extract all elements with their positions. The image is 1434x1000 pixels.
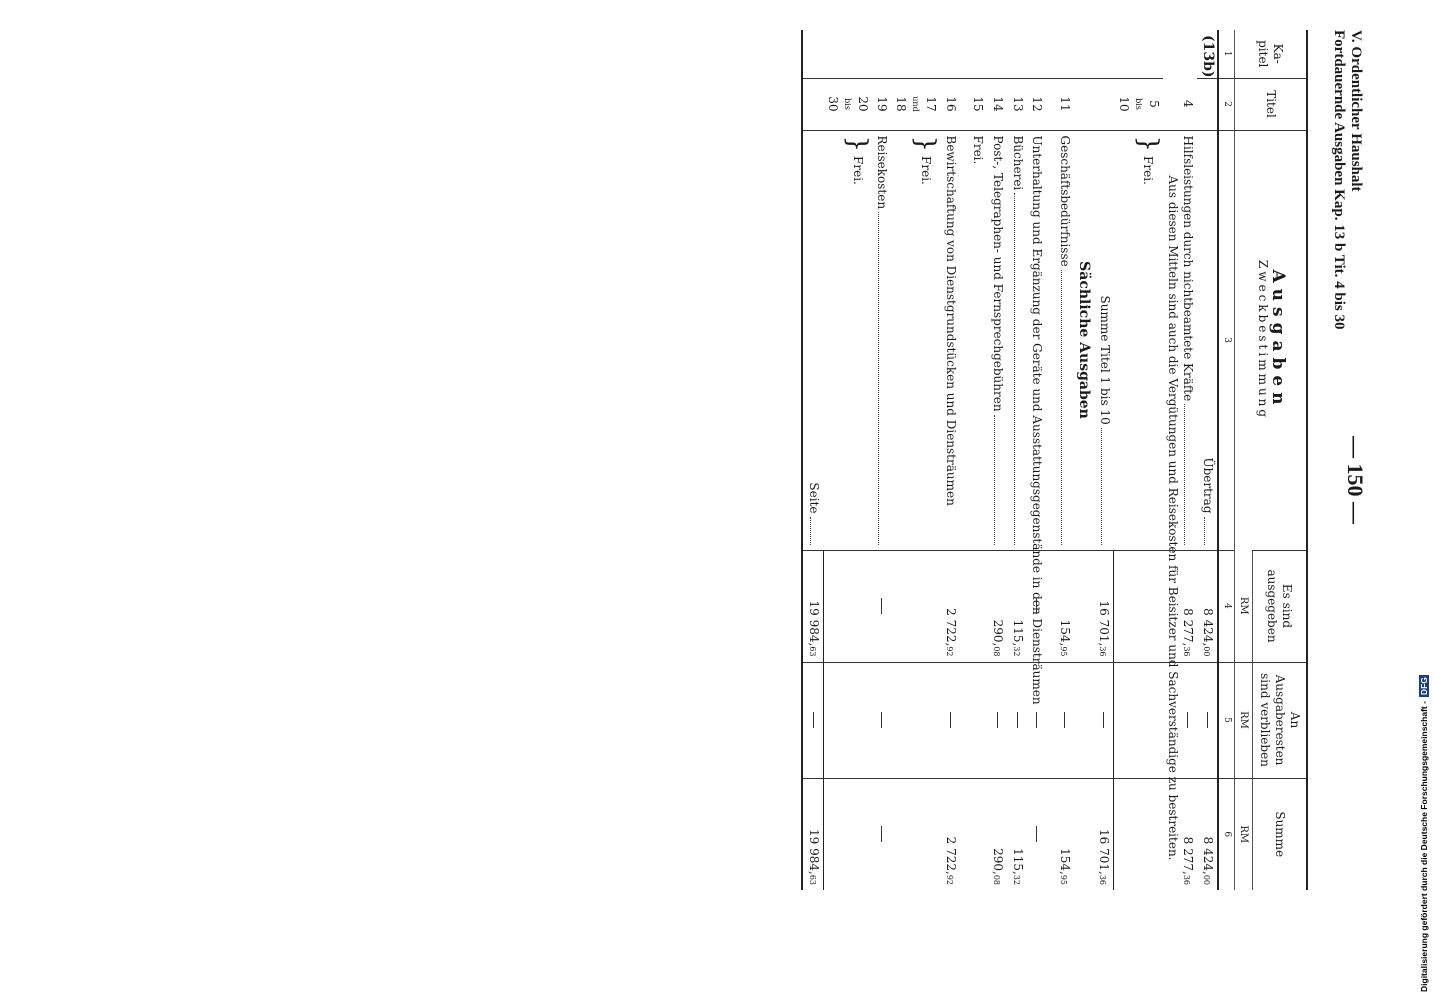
funding-note-text: Digitalisierung gefördert durch die Deutsche Forschungsgemeinschaft - <box>1419 701 1429 992</box>
row-text: Frei. <box>969 130 988 550</box>
table-row <box>1163 30 1197 890</box>
page-total-row <box>802 30 824 890</box>
titel-number: 11 <box>1055 78 1075 130</box>
table-row <box>873 30 892 890</box>
uebertrag-summe: 8 424,00 <box>1197 778 1218 890</box>
col-number: 2 <box>1218 78 1235 130</box>
page-header <box>1330 30 1364 330</box>
subtotal-rest <box>1094 662 1115 778</box>
col-number: 6 <box>1218 778 1235 890</box>
table-row <box>1008 30 1028 890</box>
unit-rm: RM <box>1235 778 1253 890</box>
page-number: — 150 — <box>1343 436 1368 524</box>
col-titel: Titel <box>1235 78 1308 130</box>
table-row <box>941 30 961 890</box>
row-text: Post-, Telegraphen- und Fernsprechgebühren <box>991 135 1006 412</box>
table-row <box>1028 30 1047 890</box>
row-text: Frei. <box>1141 156 1156 185</box>
r11-rest <box>1055 662 1075 778</box>
r13-rest <box>1008 662 1028 778</box>
r13-summe: 115,32 <box>1008 778 1028 890</box>
subtotal-row <box>1094 30 1115 890</box>
subtotal-summe: 16 701,36 <box>1094 778 1115 890</box>
titel-number: 13 <box>1008 78 1028 130</box>
titel-number: 14 <box>988 78 1008 130</box>
ausgaben-heading: Ausgaben <box>1268 269 1289 411</box>
r19-summe <box>873 778 892 890</box>
row-note: Aus diesen Mitteln sind auch die Vergütungen und Reisekosten für Beisitzer und Sachverständige zu bestreiten. <box>1166 175 1180 861</box>
budget-section-title: V. Ordentlicher Haushalt <box>1348 30 1364 192</box>
row-text: Geschäftsbedürfnisse <box>1058 135 1073 267</box>
titel-number: 16 <box>941 78 961 130</box>
col-zweck <box>1235 130 1308 550</box>
col-number: 4 <box>1218 550 1235 662</box>
budget-subtitle: Fortdauernde Ausgaben Kap. 13 b Tit. 4 bis 30 <box>1331 30 1347 330</box>
page-total-label: Seite <box>807 482 822 514</box>
row-text: Hilfsleistungen durch nichtbeamtete Kräfte <box>1181 135 1195 402</box>
table-row <box>969 30 988 890</box>
funding-note <box>1418 8 1430 992</box>
table-row <box>1197 30 1218 890</box>
r19-rest <box>873 662 892 778</box>
col-ausgegeben: Es sind ausgegeben <box>1253 550 1308 662</box>
col-number: 1 <box>1218 30 1235 78</box>
dfg-logo: DFG <box>1419 677 1429 696</box>
titel-range: 5 bis 10 <box>1114 78 1163 130</box>
r16-ausgegeben: 2 722,92 <box>941 550 961 662</box>
budget-table <box>801 30 1308 890</box>
brace-icon: } <box>1133 135 1163 153</box>
r14-rest <box>988 662 1008 778</box>
r11-ausgegeben: 154,95 <box>1055 550 1075 662</box>
r4-summe: 8 277,36 <box>1163 778 1197 890</box>
titel-range: 20 bis 30 <box>824 78 873 130</box>
table-row <box>1114 30 1163 890</box>
uebertrag-ausgegeben: 8 424,00 <box>1197 550 1218 662</box>
page-total-ausgegeben: 19 984,63 <box>802 550 824 662</box>
subtotal-ausgegeben: 16 701,36 <box>1094 550 1115 662</box>
r14-summe: 290,08 <box>988 778 1008 890</box>
section-title: Sächliche Ausgaben <box>1075 130 1094 550</box>
col-number: 3 <box>1218 130 1235 550</box>
titel-number: 15 <box>969 78 988 130</box>
zweck-heading: Zweckbestimmung <box>1256 259 1271 421</box>
uebertrag-label: Übertrag <box>1201 457 1215 514</box>
section-row <box>1075 30 1094 890</box>
r12-summe <box>1028 778 1047 890</box>
row-text: Frei. <box>919 156 933 185</box>
row-text: Bücherei <box>1011 135 1026 191</box>
titel-number: 4 <box>1181 99 1195 108</box>
uebertrag-rest <box>1197 662 1218 778</box>
titel-range: 17 und 18 <box>892 78 941 130</box>
col-summe: Summe <box>1253 778 1308 890</box>
titel-number: 12 <box>1028 78 1047 130</box>
r19-ausgegeben <box>873 550 892 662</box>
table-row <box>988 30 1008 890</box>
brace-icon: } <box>910 135 941 153</box>
r16-summe: 2 722,92 <box>941 778 961 890</box>
row-text: Unterhaltung und Ergänzung der Geräte und Ausstattungsgegenstände in den Diensträumen <box>1028 130 1047 550</box>
col-ausgabereste: An Ausgaberesten sind verblieben <box>1253 662 1308 778</box>
r11-summe: 154,95 <box>1055 778 1075 890</box>
col-number: 5 <box>1218 662 1235 778</box>
table-row <box>1055 30 1075 890</box>
table-row <box>892 30 941 890</box>
brace-icon: } <box>842 135 873 153</box>
r16-rest <box>941 662 961 778</box>
table-row <box>824 30 873 890</box>
col-kapitel: Ka- pitel <box>1235 30 1308 78</box>
unit-rm: RM <box>1235 550 1253 662</box>
unit-rm: RM <box>1235 662 1253 778</box>
page-total-rest <box>802 662 824 778</box>
r13-ausgegeben: 115,32 <box>1008 550 1028 662</box>
r4-ausgegeben: 8 277,36 <box>1163 550 1197 662</box>
row-text: Bewirtschaftung von Dienstgrundstücken und Diensträumen <box>941 130 961 550</box>
r14-ausgegeben: 290,08 <box>988 550 1008 662</box>
row-text: Reisekosten <box>875 135 890 210</box>
titel-number: 19 <box>873 78 892 130</box>
row-text: Frei. <box>851 156 865 185</box>
page-total-summe: 19 984,63 <box>802 778 824 890</box>
kapitel-mark: (13b) <box>1200 35 1216 78</box>
subtotal-label: Summe Titel 1 bis 10 <box>1098 295 1112 425</box>
